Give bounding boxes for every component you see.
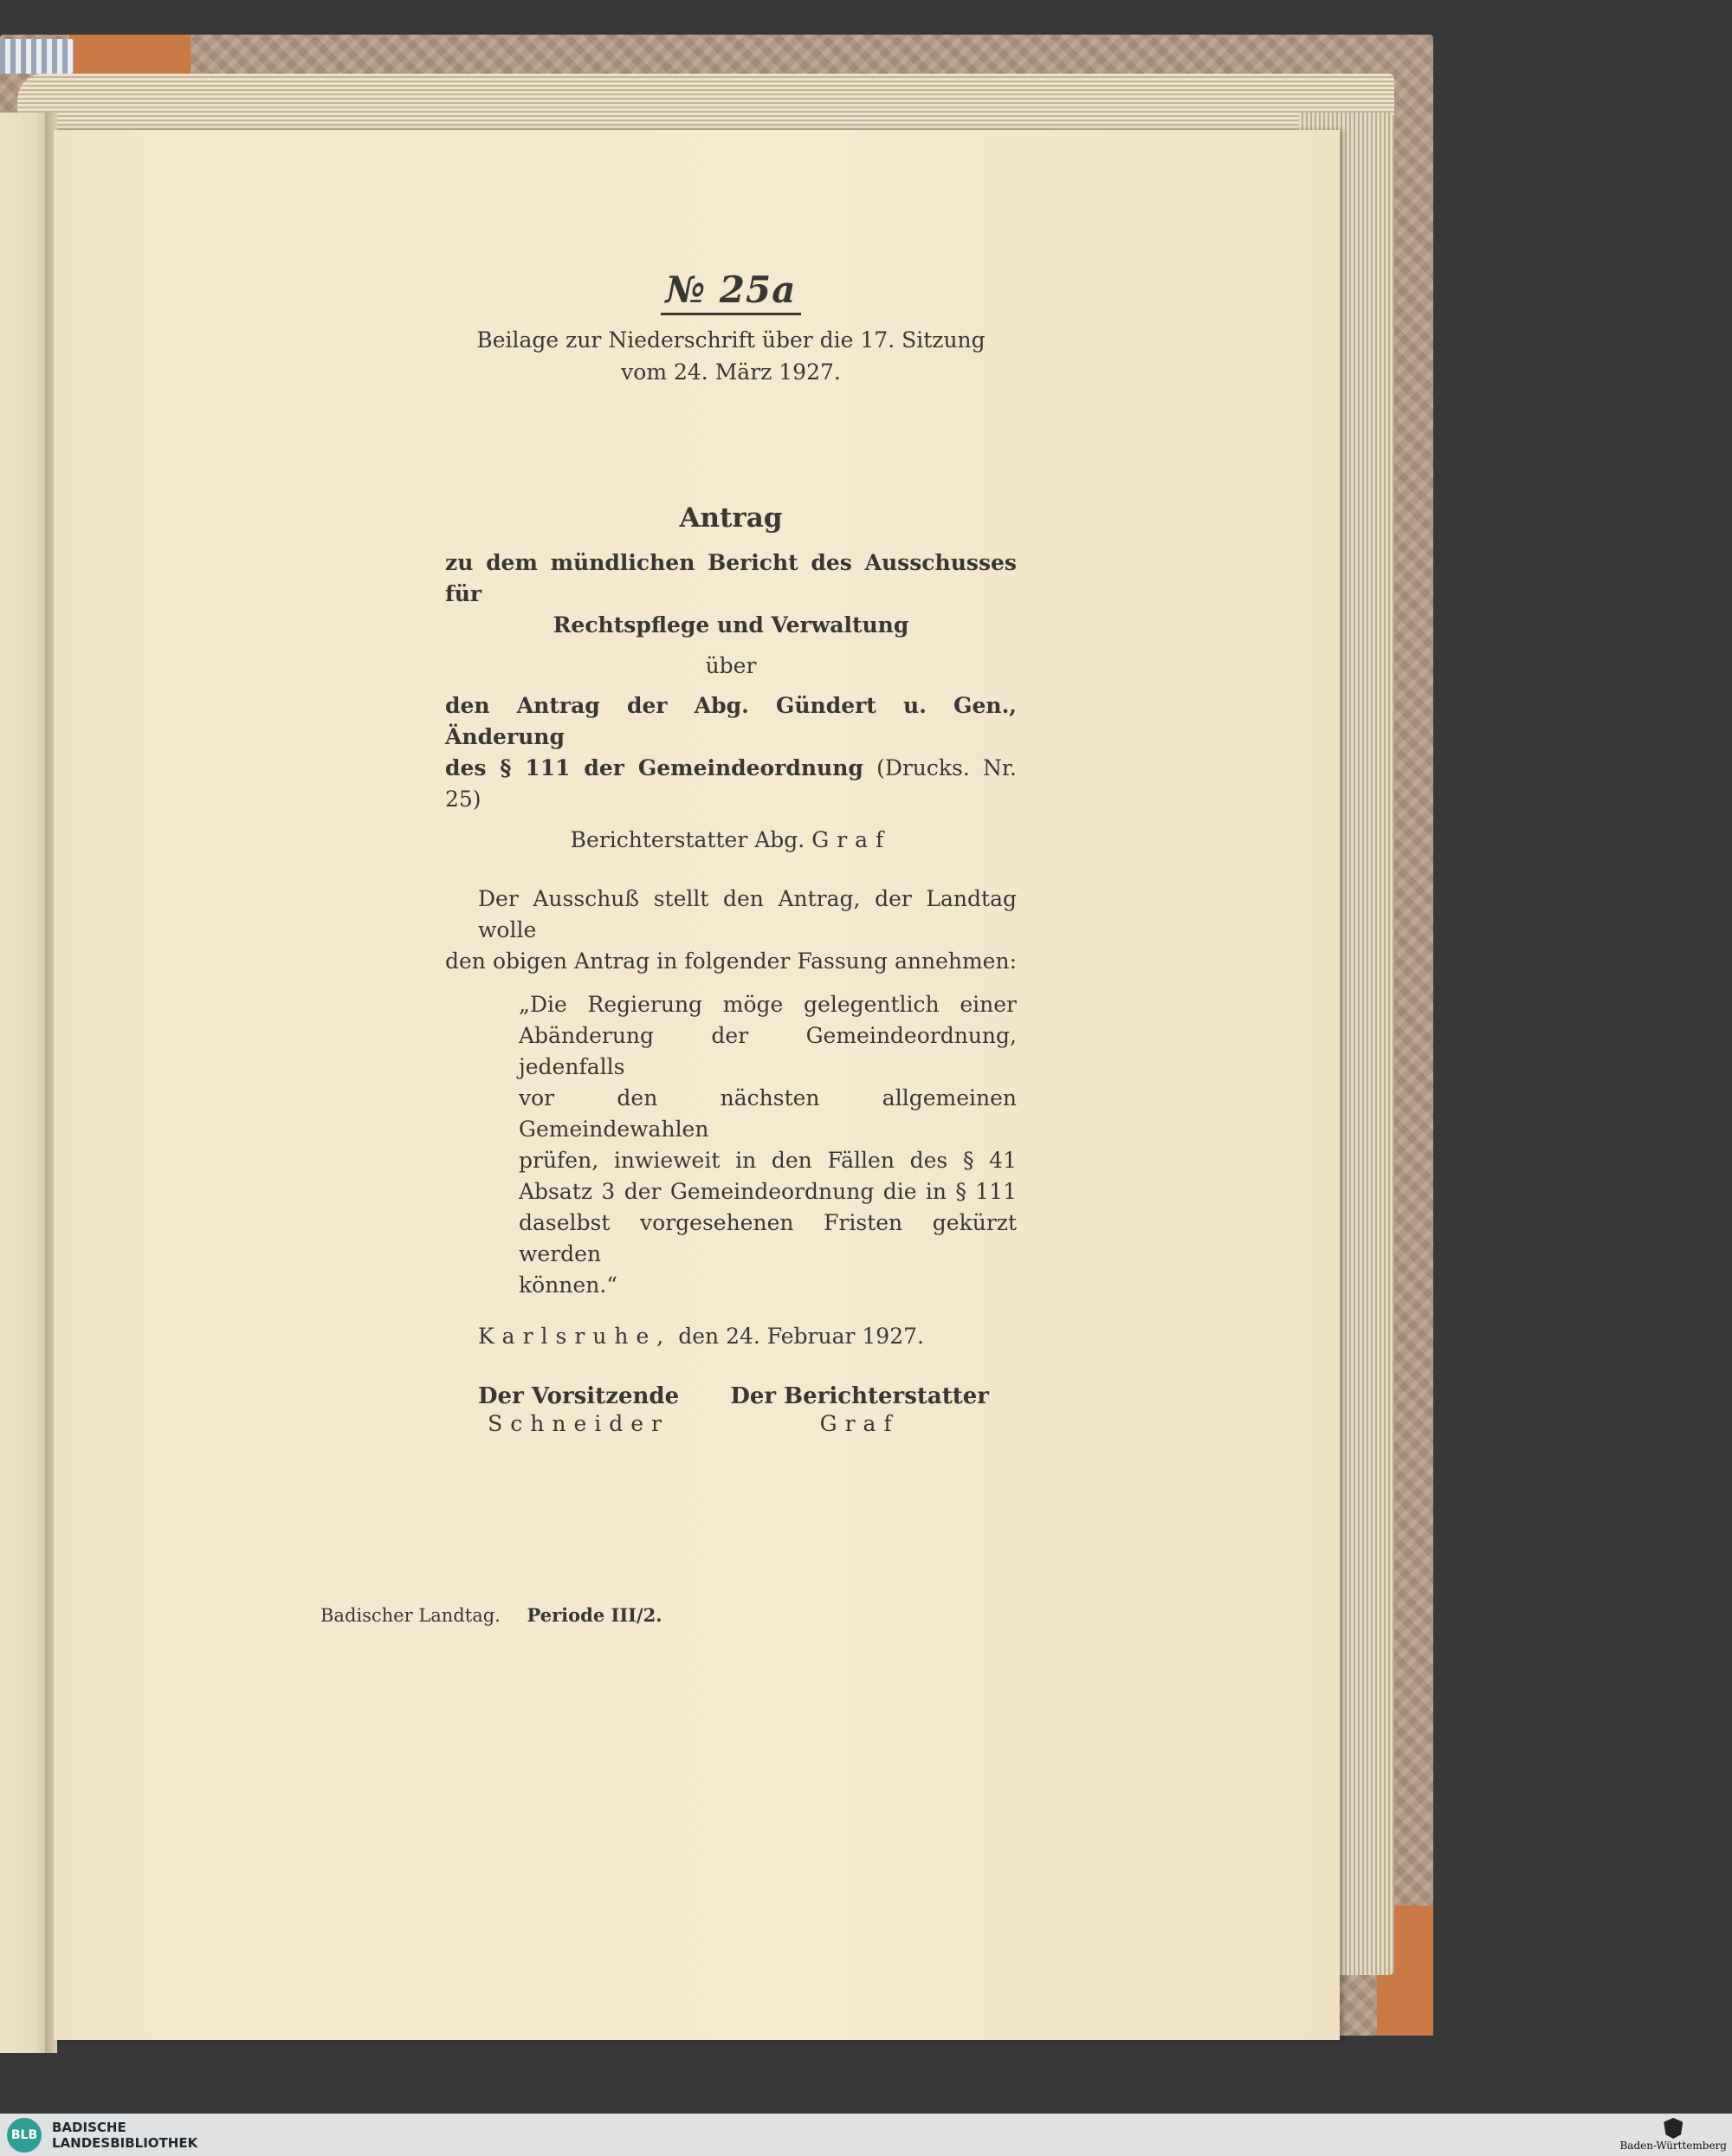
signature-block [445,1383,1017,1436]
rapporteur-line [445,827,1017,852]
footer-parliament: Badischer Landtag. [320,1605,501,1626]
document-page [54,130,1340,2040]
signature-role: Der Berichterstatter [730,1383,989,1409]
subject-line: zu dem mündlichen Bericht des Ausschusses für [445,550,1017,606]
quote-line: daselbst vorgesehenen Fristen gekürzt werden [519,1210,1017,1266]
subject-line: Rechtspflege und Verwaltung [553,612,909,638]
motion-line: den Antrag der Abg. Gündert u. Gen., Änderung [445,693,1017,749]
motion-line-reference: (Drucks. Nr. 25) [445,755,1018,812]
library-name: BADISCHE LANDESBIBLIOTHEK [52,2119,198,2151]
quote-line: „Die Regierung möge gelegentlich einer [519,992,1017,1017]
blb-logo-icon[interactable]: BLB [7,2118,42,2153]
library-bar [0,2114,1732,2156]
quote-line: Absatz 3 der Gemeindeordnung die in § 111 [519,1179,1017,1204]
signature-name: Schneider [488,1411,669,1436]
document-date: den 24. Februar 1927. [678,1324,924,1349]
intro-line: den obigen Antrag in folgender Fassung annehmen: [445,949,1017,974]
motion-line-bold: des § 111 der Gemeindeordnung [445,755,863,780]
uber-word: über [705,653,757,678]
document-number: № 25a [445,269,1017,315]
cover-corner-top [69,35,191,78]
document-content [445,269,1017,1436]
quote-line: können.“ [519,1272,618,1298]
rapporteur-label: Berichterstatter Abg. [570,827,805,852]
place-date-line [445,1324,1017,1349]
quoted-resolution [519,989,1017,1301]
book-headband [0,39,74,74]
baden-wuerttemberg-logo [1619,2118,1727,2152]
signature-name: Graf [819,1411,900,1436]
state-name: Baden-Württemberg [1619,2140,1727,2152]
left-page-edge [0,113,50,2053]
page-footer [320,1604,662,1626]
signature-chair [478,1383,679,1436]
place-name: Karlsruhe, [478,1324,672,1349]
intro-line: Der Ausschuß stellt den Antrag, der Landtag wolle [478,886,1017,942]
quote-line: vor den nächsten allgemeinen Gemeindewahlen [519,1085,1017,1142]
rapporteur-name: Graf [811,827,892,852]
supplement-note [445,324,1017,388]
signature-role: Der Vorsitzende [478,1383,680,1409]
supplement-line: Beilage zur Niederschrift über die 17. Sitzung [476,327,986,353]
coat-of-arms-icon [1664,2118,1683,2139]
quote-line: Abänderung der Gemeindeordnung, jedenfalls [519,1023,1017,1079]
supplement-line: vom 24. März 1927. [621,359,841,385]
footer-period: Periode III/2. [527,1604,662,1626]
page-stack-top [17,74,1394,134]
quote-line: prüfen, inwieweit in den Fällen des § 41 [519,1148,1017,1173]
signature-rapporteur [730,1383,989,1436]
motion-line [445,753,1017,815]
document-heading: Antrag [679,502,783,534]
